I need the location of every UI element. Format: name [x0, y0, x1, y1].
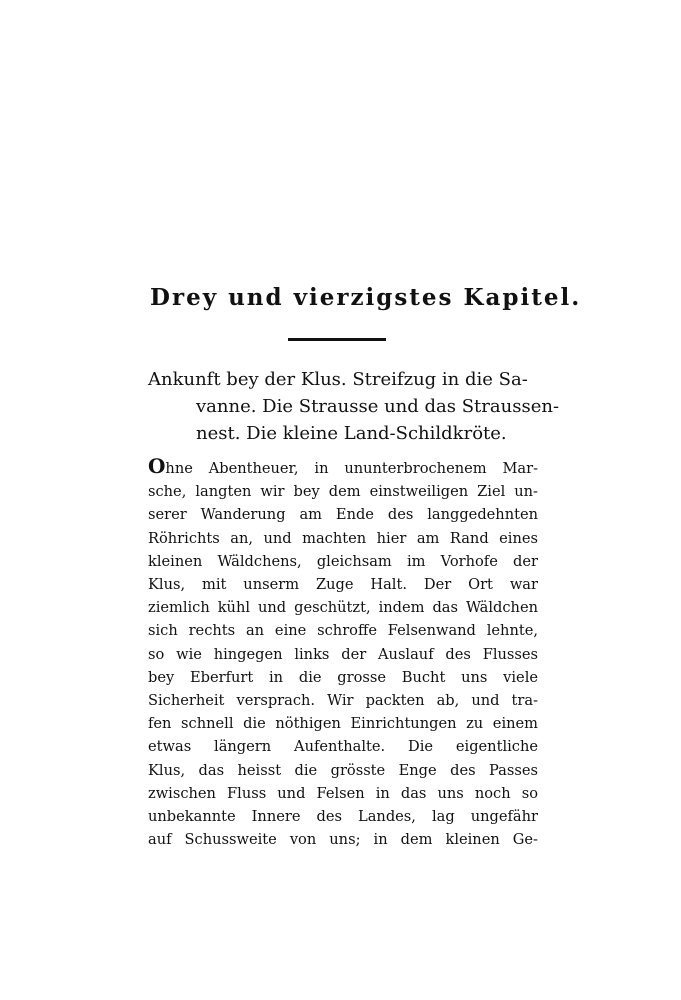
body-line: fen schnell die nöthigen Einrichtungen zu einem — [148, 715, 538, 733]
summary-line: nest. Die kleine Land-Schildkröte. — [196, 423, 507, 444]
body-line: etwas längern Aufenthalte. Die eigentliche — [148, 738, 538, 756]
body-line: Sicherheit versprach. Wir packten ab, und tra- — [148, 692, 538, 710]
body-line: so wie hingegen links der Auslauf des Flusses — [148, 645, 538, 663]
body-paragraph — [148, 455, 538, 851]
summary-line: Ankunft bey der Klus. Streifzug in die Sa- — [148, 369, 528, 390]
chapter-title: Drey und vierzigstes Kapitel. — [150, 284, 582, 311]
body-line: Ohne Abentheuer, in ununterbrochenem Mar- — [148, 454, 538, 478]
body-line: bey Eberfurt in die grosse Bucht uns viele — [148, 668, 538, 686]
body-line: sich rechts an eine schroffe Felsenwand lehnte, — [148, 622, 538, 640]
body-line: sche, langten wir bey dem einstweiligen Ziel un- — [148, 483, 538, 501]
body-line: zwischen Fluss und Felsen in das uns noch so — [148, 784, 538, 802]
title-divider — [288, 338, 386, 341]
body-line: serer Wanderung am Ende des langgedehnten — [148, 506, 538, 524]
body-line: Klus, mit unserm Zuge Halt. Der Ort war — [148, 576, 538, 594]
body-line: unbekannte Innere des Landes, lag ungefähr — [148, 808, 538, 826]
summary-line: vanne. Die Strausse und das Straussen- — [196, 396, 560, 417]
body-line: auf Schussweite von uns; in dem kleinen Ge- — [148, 831, 538, 849]
body-line: ziemlich kühl und geschützt, indem das Wäldchen — [148, 599, 538, 617]
body-line: Klus, das heisst die grösste Enge des Passes — [148, 761, 538, 779]
body-line: kleinen Wäldchens, gleichsam im Vorhofe der — [148, 552, 538, 570]
body-line: Röhrichts an, und machten hier am Rand eines — [148, 529, 538, 547]
chapter-summary — [148, 366, 560, 447]
